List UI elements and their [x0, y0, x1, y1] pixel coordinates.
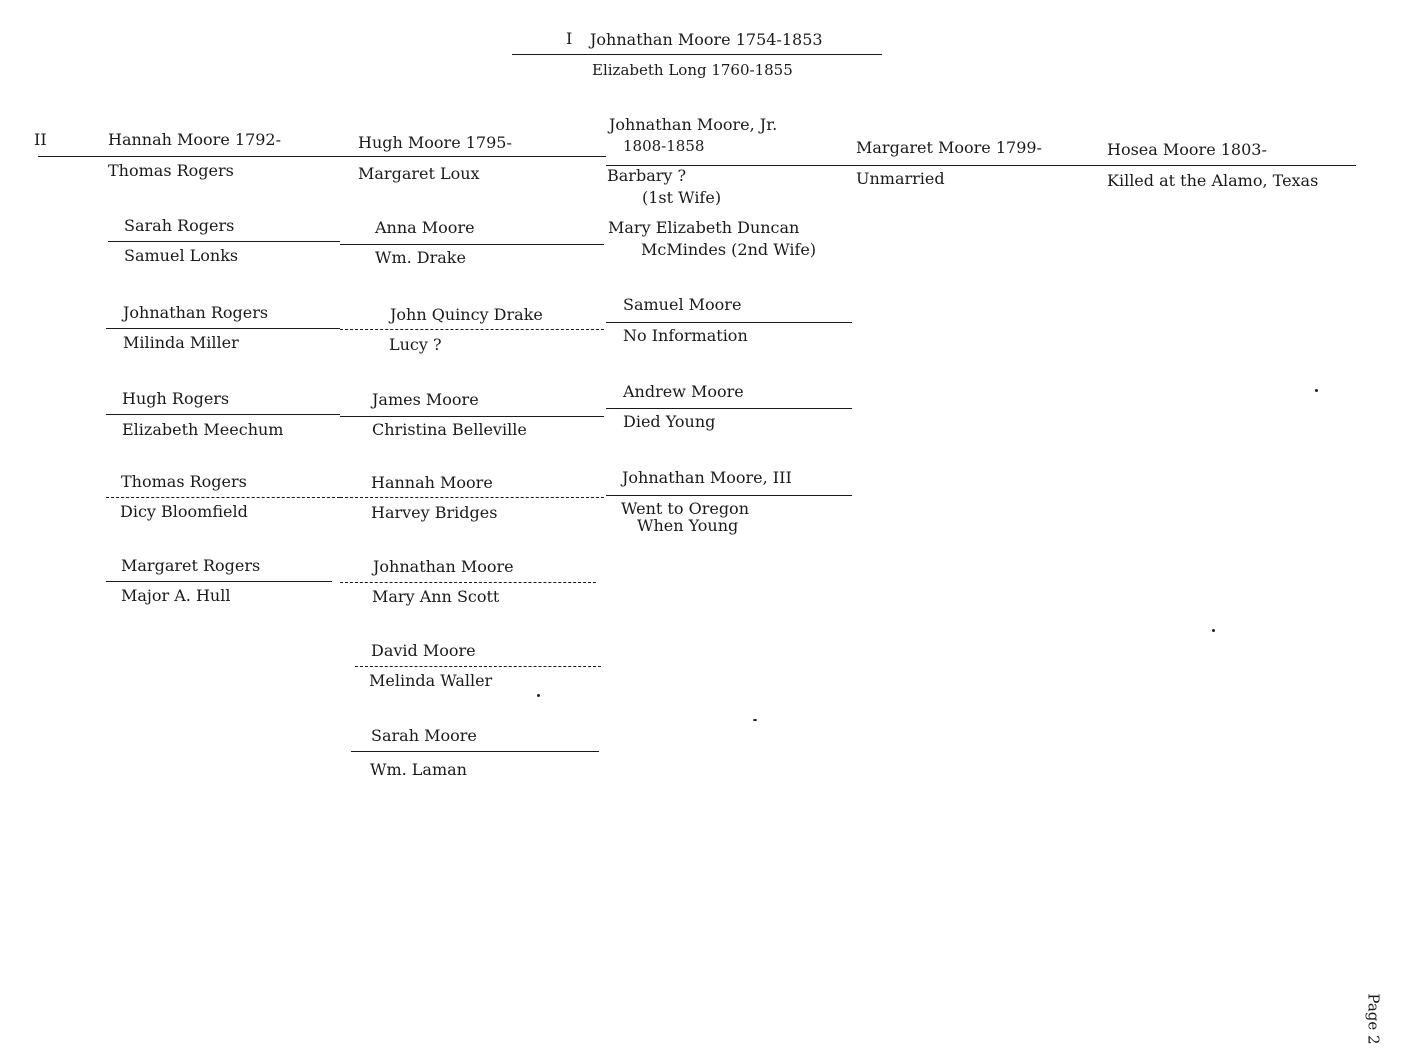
- hannah-moore-spouse: Thomas Rogers: [108, 161, 234, 180]
- generation-one-numeral: I: [566, 29, 573, 48]
- child-spouse: Samuel Lonks: [124, 246, 239, 265]
- child-spouse: Dicy Bloomfield: [120, 502, 248, 521]
- page-number: Page 2: [1364, 993, 1383, 1045]
- child-name: Anna Moore: [375, 218, 475, 237]
- child-name: Thomas Rogers: [121, 472, 247, 491]
- child-spouse: Wm. Laman: [370, 760, 467, 779]
- generation-two-divider-left: [38, 156, 606, 157]
- johnathan-jr-spouse2-line2: McMindes (2nd Wife): [641, 240, 817, 259]
- hugh-moore-spouse: Margaret Loux: [358, 164, 480, 183]
- child-name: Johnathan Rogers: [123, 303, 269, 322]
- margaret-moore-name: Margaret Moore 1799-: [856, 138, 1042, 157]
- generation-one-head: Johnathan Moore 1754-1853: [590, 30, 823, 49]
- child-spouse: Lucy ?: [389, 335, 442, 354]
- child-spouse: No Information: [623, 326, 748, 345]
- hugh-moore-name: Hugh Moore 1795-: [358, 133, 512, 152]
- johnathan-jr-spouse1-line2: (1st Wife): [642, 188, 722, 207]
- johnathan-jr-name-line2: 1808-1858: [623, 137, 705, 155]
- child-divider: [106, 414, 340, 415]
- margaret-moore-spouse: Unmarried: [856, 169, 945, 188]
- child-divider: [606, 322, 852, 323]
- child-divider: [340, 329, 604, 330]
- child-name: John Quincy Drake: [390, 305, 543, 324]
- child-name: Margaret Rogers: [121, 556, 261, 575]
- child-name: Hannah Moore: [371, 473, 493, 492]
- child-name: Sarah Rogers: [124, 216, 235, 235]
- child-divider: [108, 241, 340, 242]
- hosea-moore-spouse: Killed at the Alamo, Texas: [1107, 171, 1319, 190]
- child-divider: [340, 497, 604, 498]
- child-name: Andrew Moore: [623, 382, 744, 401]
- scan-speck: [1315, 389, 1318, 392]
- johnathan-jr-spouse1-line1: Barbary ?: [607, 166, 687, 185]
- child-spouse: Died Young: [623, 412, 716, 431]
- child-name: Hugh Rogers: [122, 389, 230, 408]
- child-spouse: Harvey Bridges: [371, 503, 498, 522]
- johnathan-jr-name-line1: Johnathan Moore, Jr.: [609, 115, 778, 134]
- child-name: Samuel Moore: [623, 295, 742, 314]
- hosea-moore-name: Hosea Moore 1803-: [1107, 140, 1267, 159]
- johnathan-jr-spouse2-line1: Mary Elizabeth Duncan: [608, 218, 800, 237]
- child-divider: [106, 328, 340, 329]
- child-divider: [606, 495, 852, 496]
- hannah-moore-name: Hannah Moore 1792-: [108, 130, 282, 149]
- child-spouse-line1: Went to Oregon: [621, 499, 749, 518]
- scan-speck: [753, 719, 757, 721]
- child-spouse: Mary Ann Scott: [372, 587, 500, 606]
- child-divider: [106, 581, 332, 582]
- generation-two-divider-right: [606, 165, 1356, 166]
- scan-speck: [1212, 629, 1215, 632]
- child-name: Sarah Moore: [371, 726, 477, 745]
- scan-speck: [537, 694, 540, 697]
- generation-one-spouse: Elizabeth Long 1760-1855: [592, 61, 793, 79]
- child-divider: [355, 666, 601, 667]
- child-divider: [606, 408, 852, 409]
- child-name: Johnathan Moore: [373, 557, 514, 576]
- child-spouse: Milinda Miller: [123, 333, 239, 352]
- child-spouse: Christina Belleville: [372, 420, 527, 439]
- child-divider: [340, 416, 604, 417]
- generation-one-divider: [512, 54, 882, 55]
- child-spouse: Elizabeth Meechum: [122, 420, 284, 439]
- child-name: James Moore: [372, 390, 479, 409]
- child-spouse: Wm. Drake: [375, 248, 466, 267]
- child-divider: [106, 497, 340, 498]
- child-name: David Moore: [371, 641, 476, 660]
- child-spouse-line2: When Young: [637, 516, 739, 535]
- child-divider: [340, 582, 596, 583]
- child-divider: [340, 244, 604, 245]
- child-name: Johnathan Moore, III: [622, 468, 792, 487]
- generation-two-numeral: II: [34, 130, 47, 149]
- child-spouse: Melinda Waller: [369, 671, 493, 690]
- child-spouse: Major A. Hull: [121, 586, 231, 605]
- child-divider: [351, 751, 599, 752]
